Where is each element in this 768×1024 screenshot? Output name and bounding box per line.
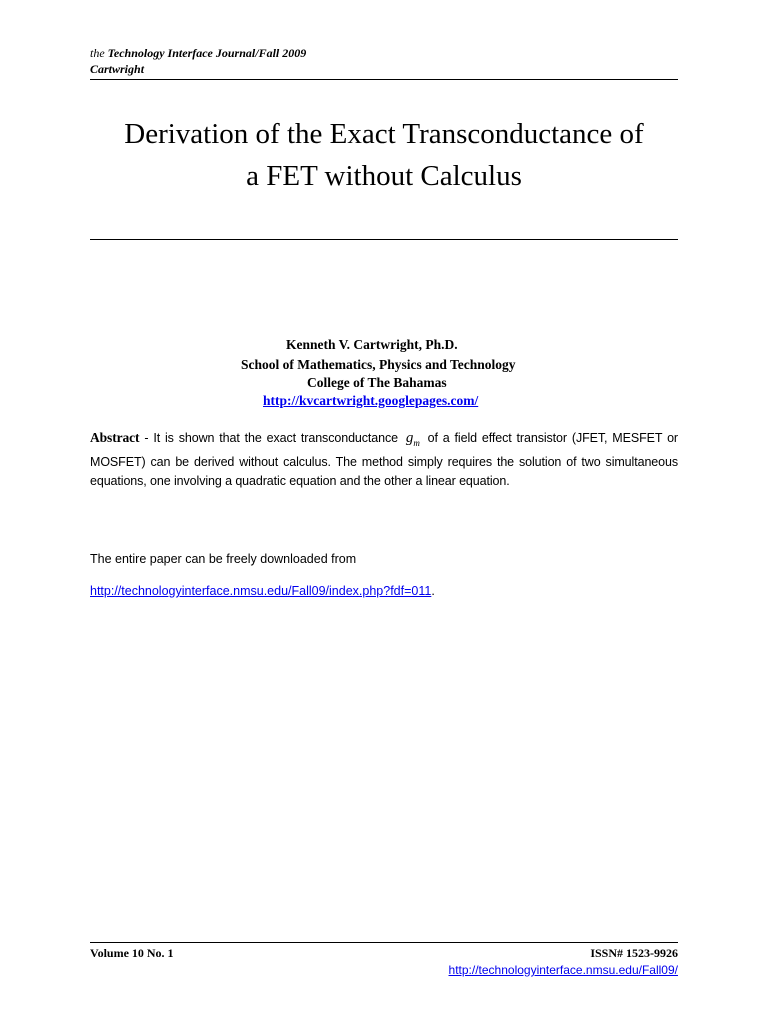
footer-url-line bbox=[90, 962, 678, 978]
title-line-2: a FET without Calculus bbox=[246, 160, 522, 192]
abstract-label: Abstract bbox=[90, 430, 140, 445]
abstract-text-after: of a field effect transistor (JFET, MESFET or MOSFET) can be derived without calculus. The method simply requires the solution of two simultaneous equations, one involving a quadratic equation and the other a linear equation. bbox=[90, 431, 678, 488]
download-trailing-period: . bbox=[431, 584, 435, 598]
header-divider bbox=[90, 79, 678, 80]
journal-prefix: the bbox=[90, 46, 108, 60]
author-school: School of Mathematics, Physics and Technology bbox=[241, 357, 516, 372]
paper-title bbox=[90, 113, 678, 197]
journal-name: Technology Interface Journal/Fall 2009 bbox=[107, 46, 307, 60]
download-link[interactable]: http://technologyinterface.nmsu.edu/Fall09/index.php?fdf=011 bbox=[90, 584, 432, 598]
journal-line bbox=[90, 45, 678, 61]
symbol-main: g bbox=[405, 430, 414, 446]
footer-issn: ISSN# 1523-9926 bbox=[590, 946, 678, 960]
title-divider bbox=[90, 239, 678, 240]
footer-divider bbox=[90, 942, 678, 943]
author-college: College of The Bahamas bbox=[307, 375, 447, 390]
abstract bbox=[90, 428, 678, 491]
footer-volume: Volume 10 No. 1 bbox=[90, 946, 174, 960]
download-note: The entire paper can be freely downloaded from bbox=[90, 552, 357, 566]
download-link-line bbox=[90, 582, 435, 600]
symbol-subscript: m bbox=[413, 438, 420, 448]
author-homepage-link[interactable]: http://kvcartwright.googlepages.com/ bbox=[263, 393, 479, 408]
author-name: Kenneth V. Cartwright, Ph.D. bbox=[286, 337, 458, 352]
footer-journal-link[interactable]: http://technologyinterface.nmsu.edu/Fall09/ bbox=[448, 963, 678, 977]
abstract-text-before: - It is shown that the exact transconductance bbox=[139, 431, 403, 445]
header-author: Cartwright bbox=[90, 62, 145, 76]
title-line-1: Derivation of the Exact Transconductance of bbox=[124, 118, 644, 150]
running-header bbox=[90, 45, 678, 77]
transconductance-symbol bbox=[406, 430, 420, 446]
